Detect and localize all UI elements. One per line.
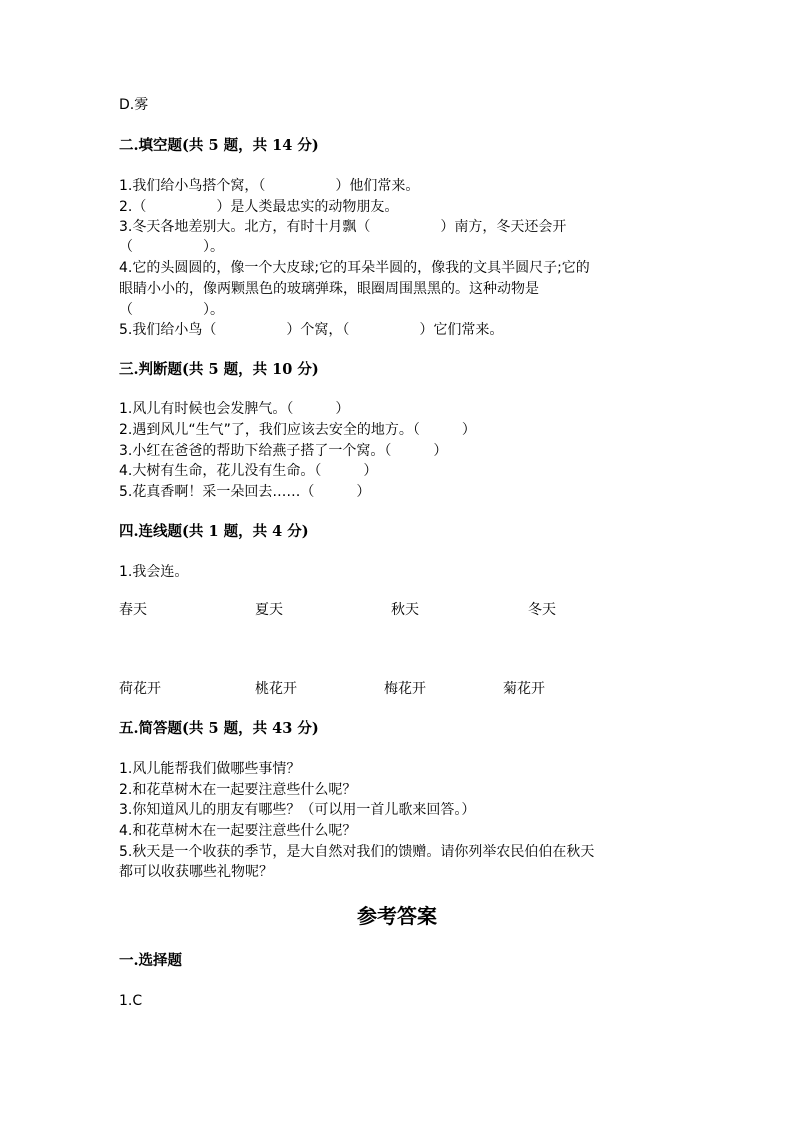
section4-heading: 四.连线题(共 1 题，共 4 分)	[119, 523, 309, 540]
section5-heading: 五.简答题(共 5 题，共 43 分)	[119, 720, 319, 737]
section2-line-5: 4.它的头圆圆的，像一个大皮球;它的耳朵半圆的，像我的文具半圆尺子;它的	[119, 260, 590, 276]
season-summer: 夏天	[255, 602, 283, 618]
section3-line-1: 1.风儿有时候也会发脾气。（ ）	[119, 401, 350, 417]
flower-peach: 桃花开	[255, 681, 297, 697]
section2-line-1: 1.我们给小鸟搭个窝，（ ）他们常来。	[119, 178, 420, 194]
section3-line-5: 5.花真香啊！采一朵回去……（ ）	[119, 484, 371, 500]
answer-1: 1.C	[119, 993, 143, 1009]
option-d: D.雾	[119, 97, 149, 113]
season-winter: 冬天	[528, 602, 556, 618]
section5-line-6: 都可以收获哪些礼物呢？	[119, 864, 273, 880]
section2-line-6: 眼睛小小的，像两颗黑色的玻璃弹珠，眼圈周围黑黑的。这种动物是	[119, 281, 539, 297]
section5-line-4: 4.和花草树木在一起要注意些什么呢？	[119, 823, 357, 839]
section2-line-3: 3.冬天各地差别大。北方，有时十月飘（ ）南方，冬天还会开	[119, 219, 567, 235]
section5-line-3: 3.你知道风儿的朋友有哪些？（可以用一首儿歌来回答。）	[119, 802, 476, 818]
flower-lotus: 荷花开	[119, 681, 161, 697]
section2-line-7: （ ）。	[119, 302, 224, 318]
section3-line-4: 4.大树有生命，花儿没有生命。（ ）	[119, 463, 378, 479]
flower-chrysanthemum: 菊花开	[503, 681, 545, 697]
season-autumn: 秋天	[391, 602, 419, 618]
section3-line-2: 2.遇到风儿“生气”了，我们应该去安全的地方。（ ）	[119, 422, 476, 438]
section2-heading: 二.填空题(共 5 题，共 14 分)	[119, 137, 319, 154]
section5-line-1: 1.风儿能帮我们做哪些事情？	[119, 761, 301, 777]
section2-line-8: 5.我们给小鸟（ ）个窝，（ ）它们常来。	[119, 322, 504, 338]
section5-line-2: 2.和花草树木在一起要注意些什么呢？	[119, 782, 357, 798]
section2-line-2: 2.（ ）是人类最忠实的动物朋友。	[119, 199, 399, 215]
section3-heading: 三.判断题(共 5 题，共 10 分)	[119, 361, 319, 378]
season-spring: 春天	[119, 602, 147, 618]
flower-plum: 梅花开	[384, 681, 426, 697]
section3-line-3: 3.小红在爸爸的帮助下给燕子搭了一个窝。（ ）	[119, 443, 448, 459]
answers-title: 参考答案	[357, 904, 437, 928]
answers-section1-heading: 一.选择题	[119, 952, 183, 969]
section2-line-4: （ ）。	[119, 239, 224, 255]
section4-question: 1.我会连。	[119, 564, 189, 580]
section5-line-5: 5.秋天是一个收获的季节，是大自然对我们的馈赠。请你列举农民伯伯在秋天	[119, 844, 595, 860]
